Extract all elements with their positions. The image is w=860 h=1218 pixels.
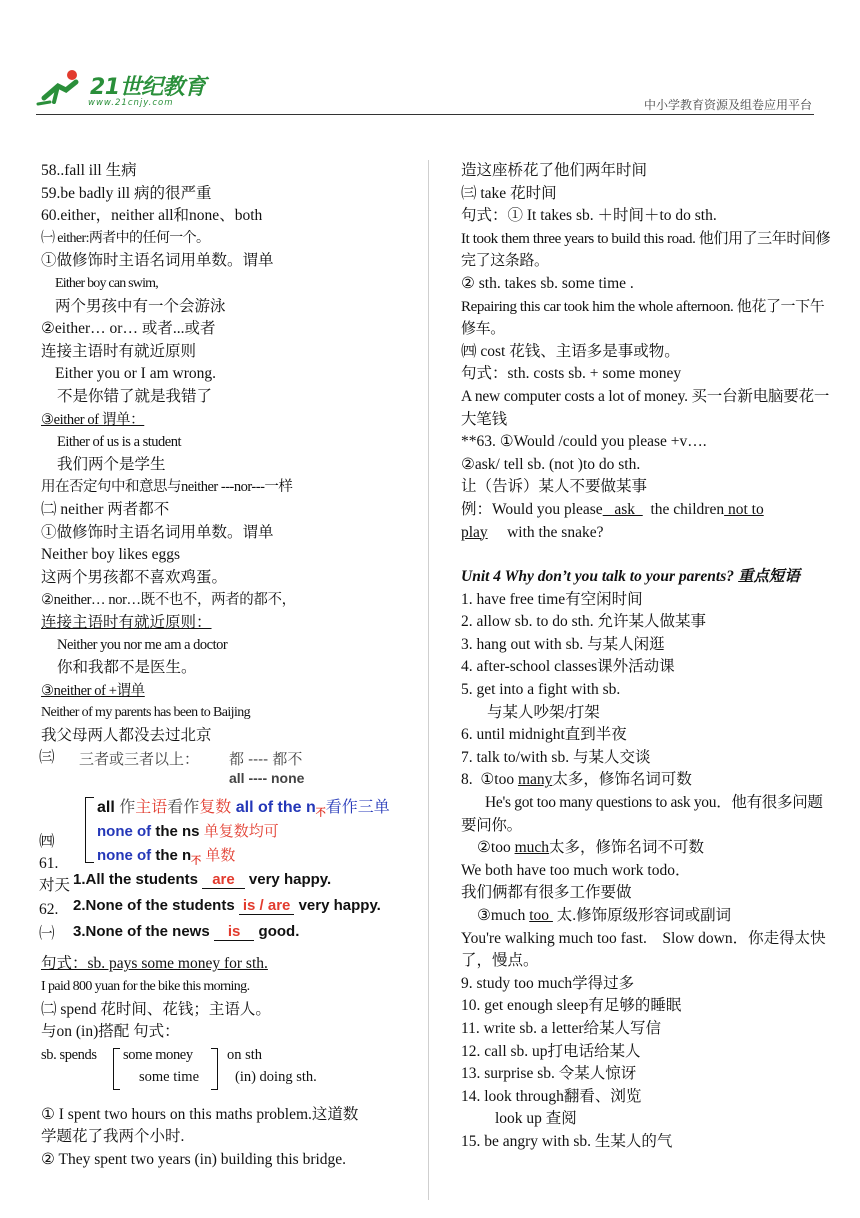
text-line: Neither you nor me am a doctor	[57, 637, 228, 654]
logo	[36, 68, 206, 114]
text-line: ③much too 太.修饰原级形容词或副词	[477, 907, 732, 924]
figure-sentence-1: 1.All the students are very happy.	[73, 871, 332, 889]
text-line: 1. have free time有空闲时间	[461, 590, 643, 608]
text-line: 5. get into a fight with sb.	[461, 681, 621, 699]
text-line: I paid 800 yuan for the bike this morning.	[41, 979, 250, 995]
text-line: ㈡ neither 两者都不	[41, 500, 170, 518]
text-line: 连接主语时有就近原则	[41, 342, 197, 360]
figure-dou-dou: 都 ---- 都不	[229, 751, 303, 769]
text-line: some money	[123, 1046, 193, 1063]
text-line: (in) doing sth.	[235, 1068, 317, 1085]
bracket-left	[113, 1048, 120, 1090]
text-line: ②too much太多，修饰名词不可数	[477, 839, 705, 857]
text-line: Repairing this car took him the whole afternoon. 他花了一下午修车。	[461, 298, 825, 338]
logo-text: 21世纪教育	[90, 75, 206, 100]
text-line: ③neither of +谓单	[41, 682, 145, 699]
text-line: ㈢ take 花时间	[461, 184, 557, 202]
platform-caption: 中小学教育资源及组卷应用平台	[643, 98, 812, 112]
text-line: ②either… or… 或者...或者	[41, 320, 216, 338]
figure-stub: 62.	[39, 901, 59, 919]
text-line: 4. after-school classes课外活动课	[461, 658, 675, 676]
header-rule	[36, 114, 814, 115]
left-column	[41, 160, 421, 1172]
figure-rule-2: none of the ns 单复数均可	[97, 823, 279, 841]
text-line: 用在否定句中和意思与neither ---nor---一样	[41, 479, 293, 496]
text-line: 我们两个是学生	[57, 455, 166, 473]
text-line: 6. until midnight直到半夜	[461, 726, 627, 744]
figure-stub: ㈠	[39, 925, 55, 943]
text-line: 14. look through翻看、浏览	[461, 1087, 642, 1105]
text-line: 句式：① It takes sb. ＋时间＋to do sth.	[461, 207, 717, 225]
text-line: 两个男孩中有一个会游泳	[55, 297, 226, 315]
text-line: ㈠ either:两者中的任何一个。	[41, 230, 210, 246]
text-line: 10. get enough sleep有足够的睡眠	[461, 997, 682, 1015]
text-line: 9. study too much学得过多	[461, 974, 635, 992]
figure-rule-3: none of the $n_不$ 单数	[97, 847, 236, 868]
text-line: ①做修饰时主语名词用单数。谓单	[41, 252, 274, 270]
right-column	[461, 160, 831, 1154]
text-line: Either boy can swim,	[55, 275, 158, 291]
text-line: ① I spent two hours on this maths problem.这道数	[41, 1105, 359, 1123]
text-line: 60.either，neither all和none、both	[41, 207, 263, 225]
text-line: 12. call sb. up打电话给某人	[461, 1042, 641, 1060]
figure-all-none: all ---- none	[229, 770, 305, 787]
text-line: 连接主语时有就近原则：	[41, 613, 212, 631]
text-line: Neither boy likes eggs	[41, 546, 181, 564]
figure-stub: ㈢	[39, 749, 55, 767]
text-line: 不是你错了就是我错了	[57, 387, 213, 405]
figure-three-or-more: 三者或三者以上：	[79, 751, 200, 769]
text-line: You're walking much too fast. Slow down．你走得太快了，慢点。	[461, 929, 826, 970]
text-line: 学题花了我两个小时.	[41, 1128, 185, 1146]
text-line: ②neither… nor…既不也不，两者的都不，	[41, 592, 296, 609]
text-line: on sth	[227, 1046, 263, 1063]
text-line: 这两个男孩都不喜欢鸡蛋。	[41, 568, 228, 586]
text-line: 7. talk to/with sb. 与某人交谈	[461, 748, 651, 766]
text-line: sb. spends	[41, 1046, 97, 1063]
text-line: 句式：sth. costs sb. + some money	[461, 365, 682, 383]
figure-rule-1: all 作主语看作复数 all of the $n_不$看作三单	[97, 799, 390, 820]
text-line: 我们俩都有很多工作要做	[461, 884, 632, 902]
text-line: 与某人吵架/打架	[487, 703, 600, 721]
text-line: 11. write sb. a letter给某人写信	[461, 1019, 662, 1037]
runner-logo-icon	[36, 68, 86, 108]
grammar-figure	[39, 747, 421, 975]
bracket-right	[211, 1048, 218, 1090]
text-line: ② They spent two years (in) building this bridge.	[41, 1151, 347, 1168]
text-line: It took them three years to build this road. 他们用了三年时间修完了这条路。	[461, 230, 831, 270]
text-line: He's got too many questions to ask you．他有很多问题要问你。	[461, 794, 823, 834]
text-line: some time	[139, 1068, 200, 1085]
text-line: 例：Would you please ask the children not to	[461, 500, 764, 518]
figure-stub: 61.	[39, 855, 59, 873]
text-line: ①做修饰时主语名词用单数。谓单	[41, 523, 274, 541]
text-line: 你和我都不是医生。	[57, 659, 197, 677]
figure-stub: 对天	[39, 877, 71, 895]
text-line: ㈡ spend 花时间、花钱；主语人。	[41, 1000, 271, 1018]
text-line: 让（告诉）某人不要做某事	[461, 478, 648, 496]
text-line: play with the snake?	[461, 523, 604, 541]
unit-heading: Unit 4 Why don’t you talk to your parents? 重点短语	[461, 568, 800, 586]
text-line: We both have too much work todo．	[461, 861, 691, 879]
text-line: ② sth. takes sb. some time .	[461, 274, 634, 292]
text-line: Neither of my parents has been to Baijing	[41, 705, 251, 721]
text-line: 59.be badly ill 病的很严重	[41, 184, 212, 202]
page-header	[0, 0, 860, 118]
text-line: 与on (in)搭配 句式：	[41, 1023, 180, 1041]
text-line: ㈣ cost 花钱、主语多是事或物。	[461, 342, 680, 360]
text-line: 我父母两人都没去过北京	[41, 726, 212, 744]
logo-url: www.21cnjy.com	[88, 98, 174, 108]
text-line: **63. ①Would /could you please +v….	[461, 433, 707, 451]
text-line: ②ask/ tell sb. (not )to do sth.	[461, 455, 641, 473]
text-line: Either you or I am wrong.	[55, 365, 216, 383]
text-line: 15. be angry with sb. 生某人的气	[461, 1132, 673, 1150]
text-line: A new computer costs a lot of money. 买一台新电脑要花一大笔钱	[461, 387, 830, 428]
figure-sentence-3: 3.None of the news is good.	[73, 923, 300, 941]
spend-pattern	[41, 1044, 421, 1090]
column-divider	[428, 160, 429, 1200]
text-line: 8. ①too many太多，修饰名词可数	[461, 771, 692, 789]
figure-stub: ㈣	[39, 833, 55, 851]
text-line: 58..fall ill 生病	[41, 162, 137, 179]
text-line: ③either of 谓单：	[41, 411, 145, 428]
text-line: 3. hang out with sb. 与某人闲逛	[461, 635, 665, 653]
text-line: Either of us is a student	[57, 434, 182, 451]
text-line: look up 查阅	[495, 1110, 577, 1128]
figure-sentence-2: 2.None of the students is / are very happy.	[73, 897, 381, 915]
text-line: 2. allow sb. to do sth. 允许某人做某事	[461, 613, 706, 631]
text-line: 造这座桥花了他们两年时间	[461, 162, 648, 179]
text-line: 13. surprise sb. 令某人惊讶	[461, 1065, 637, 1083]
text-line: 句式：sb. pays some money for sth.	[41, 955, 268, 973]
figure-bracket	[85, 797, 94, 863]
